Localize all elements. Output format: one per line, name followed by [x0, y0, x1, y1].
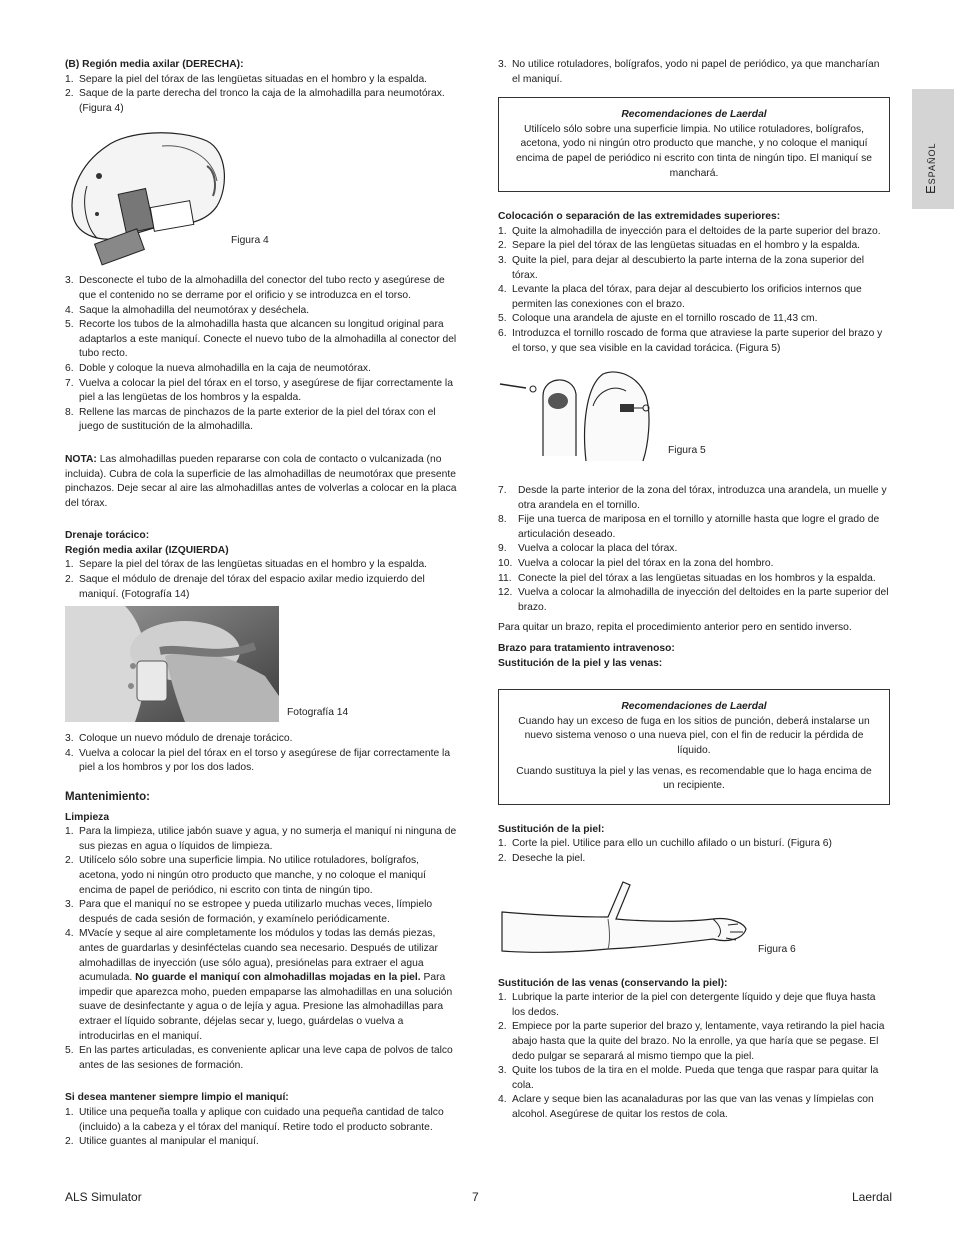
section-title: Drenaje torácico: [65, 530, 150, 542]
figure-caption: Figura 5 [668, 445, 706, 457]
box-text: Cuando sustituya la piel y las venas, es recomendable que lo haga encima de un recipiente. [516, 765, 872, 792]
note-paragraph: NOTA: Las almohadillas pueden repararse con cola de contacto o vulcanizada (no incluida). Cubra de cola la superficie de las almohadillas de neumotórax que presente pinchazos. Deje secar al aire las almohadillas antes de volverlas a colocar en la placa del tórax. [65, 453, 457, 509]
step-list [65, 825, 457, 1073]
photo-caption: Fotografía 14 [287, 707, 349, 719]
step-list [498, 58, 890, 87]
list-item: 2. Utilice guantes al manipular el maniquí. [65, 1136, 259, 1148]
list-item: 3. Coloque un nuevo módulo de drenaje torácico. [65, 733, 293, 745]
list-item: 8. Rellene las marcas de pinchazos de la parte exterior de la piel del tórax con el juego de sustitución de la almohadilla. [65, 406, 436, 433]
step-list [498, 225, 890, 356]
list-item: 1. Utilice una pequeña toalla y aplique con cuidado una pequeña cantidad de talco (incluido) a la cabeza y el tórax del maniquí. Retire todo el producto sobrante. [65, 1106, 444, 1133]
figure-5 [498, 366, 890, 484]
section-title: (B) Región media axilar (DERECHA): [65, 59, 244, 70]
list-item: 4. MVacíe y seque al aire completamente los módulos y todas las demás piezas, antes de guardarlas y desinféctelas cuando sea necesario. Después de utilizar almohadillas de inyección (use sólo agua), presiónelas para extraer el agua acumulada. No guarde el maniquí con almohadillas mojadas en la piel. Para impedir que aparezca moho, pueden empaparse las almohadillas en una solución suave de desinfectante y agua o de lejía y agua. Presione las almohadillas para extraer el líquido sobrante, déjelas secar y, luego, guárdelas o vuelva a introducirlas en el maniquí. [65, 928, 453, 1042]
section-title: Si desea mantener siempre limpio el maniquí: [65, 1092, 289, 1104]
list-item: 3. Quite la piel, para dejar al descubierto la parte interna de la zona superior del tórax. [498, 254, 865, 281]
list-item: 4. Levante la placa del tórax, para dejar al descubierto los orificios internos que permiten las conexiones con el brazo. [498, 284, 862, 310]
step-list [65, 274, 457, 435]
recommendation-box [498, 689, 890, 805]
list-item: 7. Vuelva a colocar la piel del tórax en el torso, y asegúrese de fijar correctamente la piel a las lengüetas de los hombros y la espalda. [65, 377, 453, 404]
list-item: 2. Empiece por la parte superior del brazo y, lentamente, vaya retirando la piel hacia abajo hasta que la quite del brazo. No la enrolle, ya que haría que se pegase. El dedo pulgar se separará al mismo tiempo que la piel. [498, 1021, 885, 1062]
figure-4 [65, 118, 457, 268]
list-item: 1. Para la limpieza, utilice jabón suave y agua, y no sumerja el maniquí ni ninguna de sus piezas en agua o líquidos de limpieza. [65, 826, 457, 852]
list-item: 3. Desconecte el tubo de la almohadilla del conector del tubo recto y asegúrese de que el contenido no se derrame por el orificio y se introduzca en el torso. [65, 275, 445, 301]
photo-14 [65, 606, 457, 730]
list-item: 3. Para que el maniquí no se estropee y pueda utilizarlo muchas veces, límpielo después de cada sesión de formación, y examínelo periódicamente. [65, 899, 433, 925]
footer-product-name: ALS Simulator [65, 1190, 142, 1204]
arm-illustration [498, 877, 753, 972]
section-title: Brazo para tratamiento intravenoso: [498, 643, 675, 655]
list-item: 1. Separe la piel del tórax de las lengüetas situadas en el hombro y la espalda. [65, 559, 428, 571]
list-item: 5. En las partes articuladas, es conveniente aplicar una leve capa de polvos de talco antes de las sesiones de formación. [65, 1045, 453, 1071]
list-item: 1. Corte la piel. Utilice para ello un cuchillo afilado o un bisturí. (Figura 6) [498, 838, 832, 850]
list-item: 1. Lubrique la parte interior de la piel con detergente líquido y deje que fluya hasta los dedos. [498, 992, 876, 1018]
right-column [498, 58, 890, 1123]
box-title: Recomendaciones de Laerdal [621, 109, 767, 121]
list-item: 3. No utilice rotuladores, bolígrafos, yodo ni papel de periódico, ya que mancharían el maniquí. [498, 59, 880, 85]
figure-caption: Figura 4 [231, 235, 269, 247]
box-text: Cuando hay un exceso de fuga en los sitios de punción, deberá instalarse un nuevo sistema venoso o una nueva piel, con el fin de reducir la pérdida de líquido. [518, 715, 870, 756]
list-item: 12. Vuelva a colocar la almohadilla de inyección del deltoides en la parte superior del brazo. [498, 587, 889, 613]
step-list [65, 73, 457, 117]
section-title: Sustitución de las venas (conservando la piel): [498, 977, 728, 989]
language-tab [912, 89, 954, 209]
list-item: 6. Introduzca el tornillo roscado de forma que atraviese la parte superior del brazo y el torso, y que sea visible en la cavidad torácica. (Figura 5) [498, 327, 883, 354]
list-item: 2. Separe la piel del tórax de las lengüetas situadas en el hombro y la espalda. [498, 240, 861, 252]
recommendation-box [498, 97, 890, 192]
cleaning-title: Limpieza [65, 811, 110, 823]
list-item: 7. Desde la parte interior de la zona del tórax, introduzca una arandela, un muelle y otra arandela en el tornillo. [498, 485, 887, 511]
list-item: 9. Vuelva a colocar la placa del tórax. [498, 543, 678, 555]
figure-caption: Figura 6 [758, 943, 796, 955]
torso-illustration [67, 126, 237, 266]
list-item: 4. Saque la almohadilla del neumotórax y deséchela. [65, 304, 310, 316]
left-column [65, 58, 457, 1150]
step-list [65, 558, 457, 602]
list-item: 2. Utilícelo sólo sobre una superficie limpia. No utilice rotuladores, bolígrafos, acetona, yodo ni ningún otro producto que manche, y no coloque el maniquí encima de papel de periódico, ni escrito con tinta de ningún tipo. [65, 855, 426, 896]
list-item: 4. Aclare y seque bien las acanaladuras por las que van las venas y límpielas con alcohol. Asegúrese de quitar los restos de cola. [498, 1094, 874, 1120]
step-list [498, 484, 890, 615]
list-item: 8. Fije una tuerca de mariposa en el tornillo y atornille hasta que logre el grado de articulación deseado. [498, 514, 880, 540]
list-item: 5. Recorte los tubos de la almohadilla hasta que alcancen su longitud original para adaptarlos a este maniquí. Conecte el nuevo tubo de la almohadilla al conector del tubo recto. [65, 319, 457, 360]
step-list [498, 991, 890, 1122]
box-title: Recomendaciones de Laerdal [621, 701, 767, 713]
page-number: 7 [472, 1190, 479, 1204]
section-title: Sustitución de la piel: [498, 823, 605, 835]
list-item: 2. Saque de la parte derecha del tronco la caja de la almohadilla para neumotórax. (Figura 4) [65, 88, 445, 114]
list-item: 3. Quite los tubos de la tira en el molde. Pueda que tenga que raspar para quitar la cola. [498, 1065, 879, 1091]
arm-bolt-illustration [498, 366, 658, 466]
list-item: 1. Quite la almohadilla de inyección para el deltoides de la parte superior del brazo. [498, 225, 881, 237]
section-subtitle: Sustitución de la piel y las venas: [498, 657, 663, 669]
language-tab-label: Español [923, 142, 938, 194]
section-title: Colocación o separación de las extremidades superiores: [498, 211, 781, 223]
list-item: 2. Deseche la piel. [498, 852, 586, 864]
step-list [65, 732, 457, 776]
list-item: 4. Vuelva a colocar la piel del tórax en el torso y asegúrese de fijar correctamente la piel a los hombros y por los dos lados. [65, 747, 451, 774]
box-text: Utilícelo sólo sobre una superficie limpia. No utilice rotuladores, bolígrafos, acetona, yodo ni ningún otro producto que manche, y no coloque el maniquí encima de papel de periódico ni escrito con tinta de ningún tipo. El maniquí se manchará. [515, 123, 873, 179]
list-item: 10. Vuelva a colocar la piel del tórax en la zona del hombro. [498, 558, 774, 570]
figure-6 [498, 877, 890, 977]
maintenance-title: Mantenimiento: [65, 791, 150, 804]
step-list [498, 837, 890, 866]
footer-brand: Laerdal [851, 1190, 892, 1204]
list-item: 5. Coloque una arandela de ajuste en el tornillo roscado de 11,43 cm. [498, 313, 818, 325]
section-subtitle: Región media axilar (IZQUIERDA) [65, 544, 229, 556]
step-list [65, 1106, 457, 1150]
paragraph: Para quitar un brazo, repita el procedimiento anterior pero en sentido inverso. [498, 622, 852, 634]
list-item: 6. Doble y coloque la nueva almohadilla en la caja de neumotórax. [65, 362, 371, 374]
chest-drain-photo [65, 606, 279, 722]
list-item: 11. Conecte la piel del tórax a las lengüetas situadas en los hombros y la espalda. [498, 572, 876, 584]
list-item: 1. Separe la piel del tórax de las lengüetas situadas en el hombro y la espalda. [65, 73, 428, 85]
list-item: 2. Saque el módulo de drenaje del tórax del espacio axilar medio izquierdo del maniquí. (Fotografía 14) [65, 574, 425, 600]
